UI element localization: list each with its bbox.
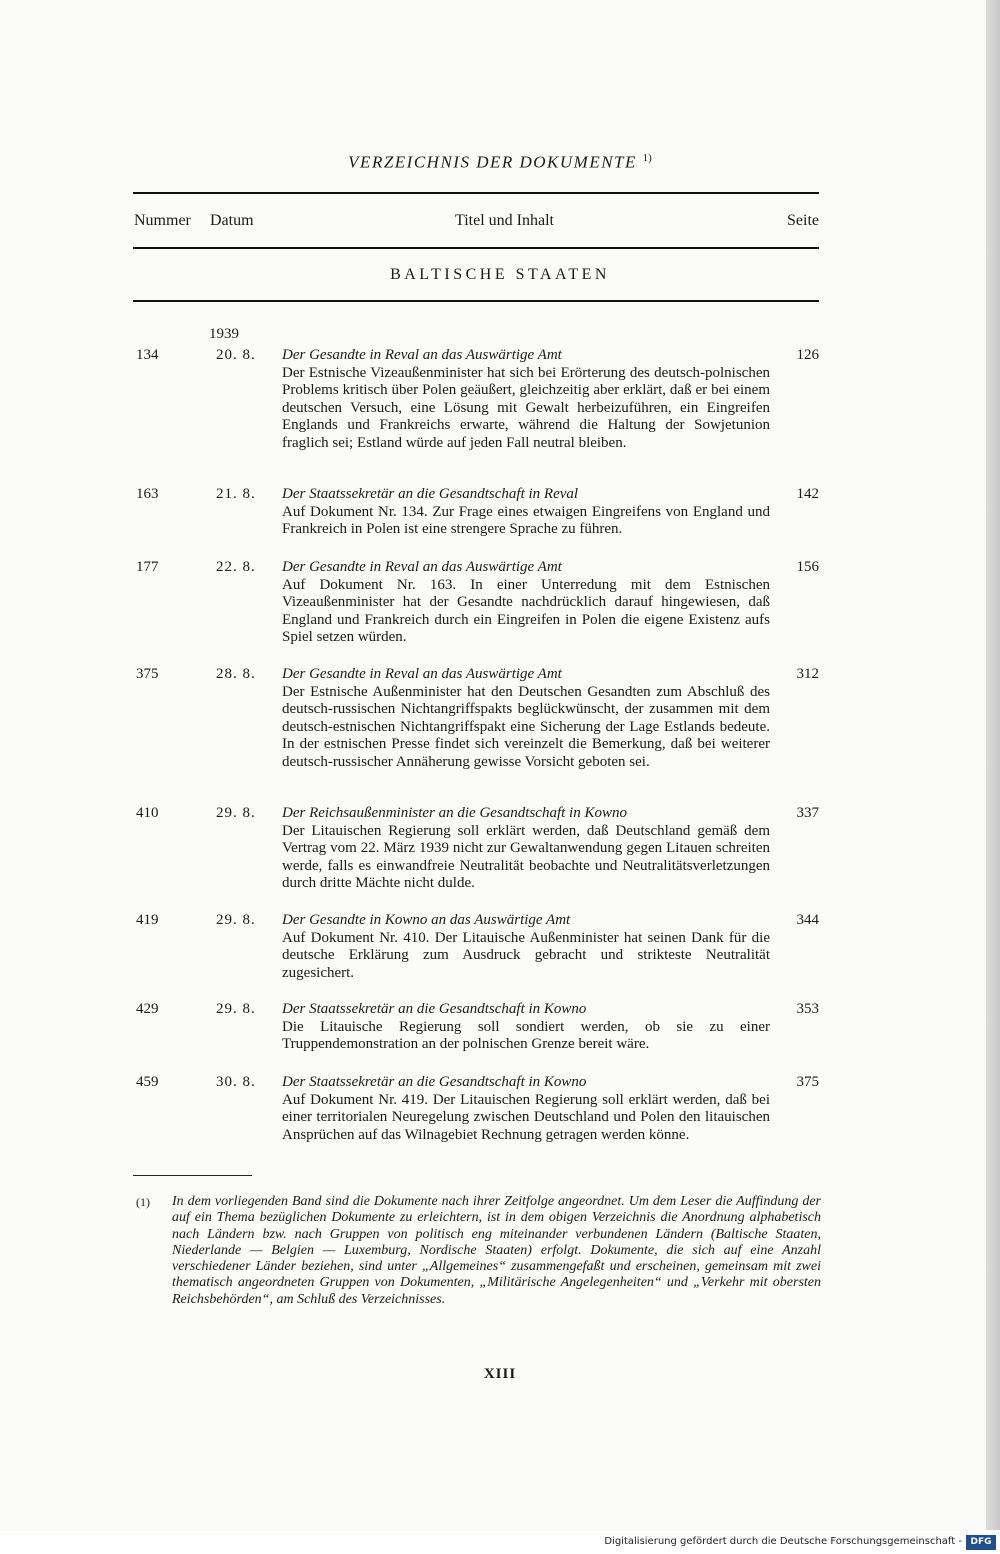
entry-number: 177	[136, 559, 159, 575]
entry-summary: Der Estnische Außenminister hat den Deutschen Gesandten zum Abschluß des deutsch-russischen Nichtangriffspakts beglückwünscht, der zusammen mit dem deutsch-estnischen Nichtangriffspakt eine Sicherung der Lage Estlands bedeute. In der estnischen Presse findet sich vereinzelt die Bemerkung, daß bei weiterer deutsch-russischer Annäherung gewisse Vorsicht geboten sei.	[282, 683, 770, 770]
page-heading	[0, 152, 1000, 173]
entry-title: Der Staatssekretär an die Gesandtschaft in Kowno	[282, 1074, 587, 1090]
column-header-page: Seite	[787, 212, 819, 229]
footnote-rule	[133, 1175, 252, 1176]
dfg-logo: DFG	[966, 1535, 996, 1550]
entry-title: Der Gesandte in Kowno an das Auswärtige Amt	[282, 912, 571, 928]
entry-number: 459	[136, 1074, 159, 1090]
entry-date: 22. 8.	[216, 559, 256, 575]
column-header-title: Titel und Inhalt	[455, 212, 554, 229]
entry-date: 28. 8.	[216, 666, 256, 682]
entry-date: 20. 8.	[216, 347, 256, 363]
entry-number: 419	[136, 912, 159, 928]
credit-text: Digitalisierung gefördert durch die Deutsche Forschungsgemeinschaft -	[604, 1536, 962, 1547]
entry-title: Der Staatssekretär an die Gesandtschaft in Kowno	[282, 1001, 587, 1017]
column-header-number: Nummer	[134, 212, 191, 229]
entry-page: 353	[796, 1001, 819, 1017]
entry-page: 142	[796, 486, 819, 502]
entry-number: 134	[136, 347, 159, 363]
heading-title: VERZEICHNIS DER DOKUMENTE	[348, 152, 637, 172]
entry-title: Der Gesandte in Reval an das Auswärtige Amt	[282, 559, 562, 575]
entry-page: 312	[796, 666, 819, 682]
entry-summary: Auf Dokument Nr. 410. Der Litauische Außenminister hat seinen Dank für die deutsche Erklärung zum Ausdruck gebracht und strikteste Neutralität zugesichert.	[282, 929, 770, 981]
entry-number: 163	[136, 486, 159, 502]
entry-summary: Auf Dokument Nr. 134. Zur Frage eines etwaigen Eingreifens von England und Frankreich in Polen ist eine strengere Sprache zu führen.	[282, 503, 770, 538]
column-header-date: Datum	[210, 212, 254, 229]
page-number: XIII	[483, 1366, 517, 1382]
entry-summary: Auf Dokument Nr. 163. In einer Unterredung mit dem Estnischen Vizeaußenminister hat der Gesandte nachdrücklich darauf hingewiesen, daß England und Frankreich durch ein Eingreifen in Polen die eigene Existenz aufs Spiel setzen würden.	[282, 576, 770, 646]
digitization-credit-bar	[0, 1531, 1000, 1554]
entry-summary: Der Estnische Vizeaußenminister hat sich bei Erörterung des deutsch-polnischen Problems kritisch über Polen geäußert, gleichzeitig aber erklärt, daß er bei einem deutschen Versuch, eine Lösung mit Gewalt herbeizuführen, ein Eingreifen Englands und Frankreichs erwarte, während die Haltung der Sowjetunion fraglich sei; Estland würde auf jeden Fall neutral bleiben.	[282, 364, 770, 451]
top-rule	[133, 192, 819, 194]
heading-footnote-ref: 1)	[642, 152, 652, 164]
header-rule	[133, 247, 819, 249]
footnote-text: In dem vorliegenden Band sind die Dokumente nach ihrer Zeitfolge angeordnet. Um dem Leser die Auffindung der auf ein Thema bezüglichen Dokumente zu erleichtern, ist in dem obigen Verzeichnis die Anordnung alphabetisch nach Ländern bzw. nach Gruppen von politisch eng miteinander verbundenen Ländern (Baltische Staaten, Niederlande — Belgien — Luxemburg, Nordische Staaten) erfolgt. Dokumente, die sich auf eine Anzahl verschiedener Länder beziehen, sind unter „Allgemeines“ zusammengefaßt und erscheinen, gemeinsam mit zwei thematisch angeordneten Gruppen von Dokumenten, „Militärische Angelegenheiten“ und „Verkehr mit obersten Reichsbehörden“, am Schluß des Verzeichnisses.	[172, 1194, 821, 1307]
entry-page: 337	[796, 805, 819, 821]
page-edge-shadow	[986, 0, 1000, 1530]
footnote	[136, 1194, 821, 1308]
entry-summary: Die Litauische Regierung soll sondiert werden, ob sie zu einer Truppendemonstration an der polnischen Grenze bereit wäre.	[282, 1018, 770, 1053]
year-label: 1939	[209, 326, 239, 342]
entry-date: 29. 8.	[216, 805, 256, 821]
entry-date: 30. 8.	[216, 1074, 256, 1090]
entry-date: 29. 8.	[216, 1001, 256, 1017]
entry-page: 344	[796, 912, 819, 928]
entry-title: Der Reichsaußenminister an die Gesandtschaft in Kowno	[282, 805, 627, 821]
entry-title: Der Gesandte in Reval an das Auswärtige Amt	[282, 347, 562, 363]
entry-summary: Auf Dokument Nr. 419. Der Litauischen Regierung soll erklärt werden, daß bei einer territorialen Neuregelung zwischen Deutschland und Polen den litauischen Ansprüchen auf das Wilnagebiet Rechnung getragen werden könne.	[282, 1091, 770, 1143]
entry-date: 21. 8.	[216, 486, 256, 502]
section-rule	[133, 300, 819, 302]
entry-number: 429	[136, 1001, 159, 1017]
entry-summary: Der Litauischen Regierung soll erklärt werden, daß Deutschland gemäß dem Vertrag vom 22. März 1939 nicht zur Gewaltanwendung gegen Litauen schreiten werde, falls es einwandfreie Neutralität beobachte und Neutralitätsverletzungen durch dritte Mächte nicht dulde.	[282, 822, 770, 892]
entry-number: 375	[136, 666, 159, 682]
footnote-mark: (1)	[136, 1195, 150, 1209]
entry-page: 126	[796, 347, 819, 363]
entry-page: 375	[796, 1074, 819, 1090]
entry-title: Der Gesandte in Reval an das Auswärtige Amt	[282, 666, 562, 682]
entry-title: Der Staatssekretär an die Gesandtschaft in Reval	[282, 486, 579, 502]
entry-page: 156	[796, 559, 819, 575]
section-title: BALTISCHE STAATEN	[390, 266, 610, 283]
entry-date: 29. 8.	[216, 912, 256, 928]
entry-number: 410	[136, 805, 159, 821]
